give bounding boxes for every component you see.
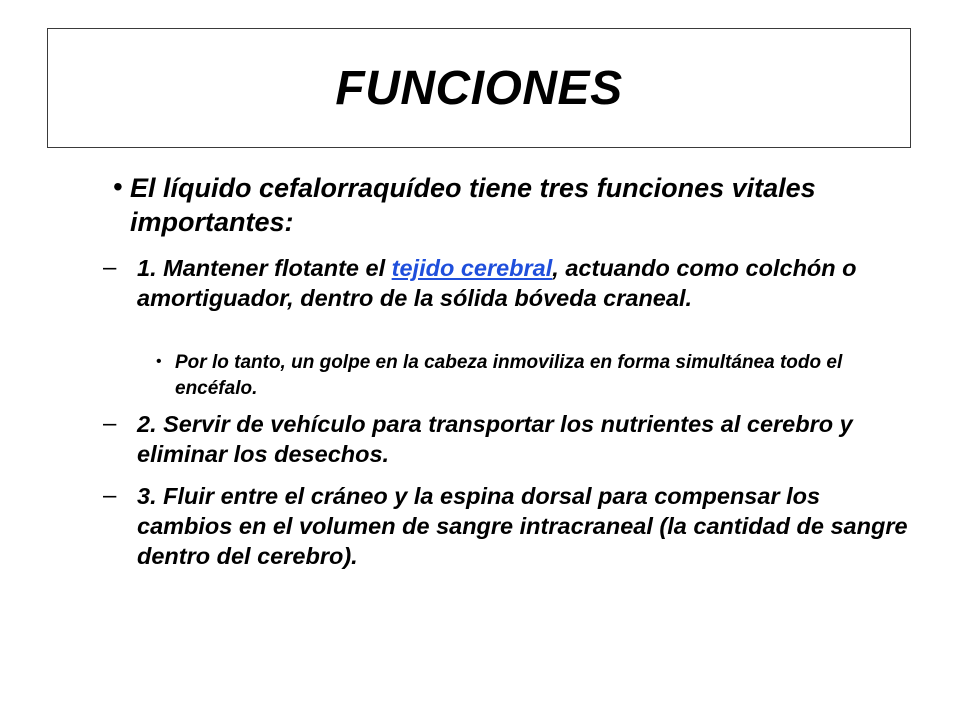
slide-title: FUNCIONES [335, 61, 623, 115]
intro-text: El líquido cefalorraquídeo tiene tres funciones vitales importantes: [130, 173, 816, 237]
tejido-cerebral-link[interactable]: tejido cerebral [391, 255, 553, 281]
dash-icon: – [103, 410, 117, 437]
dash-icon: – [103, 482, 117, 509]
list-item-1-suffix: , actuando como colchón o amortiguador, dentro de la sólida bóveda craneal. [137, 255, 857, 311]
sub-list-item-1: Por lo tanto, un golpe en la cabeza inmoviliza en forma simultánea todo el encéfalo. [175, 352, 843, 399]
bullet-icon: • [113, 171, 123, 202]
list-item-1-prefix: 1. Mantener flotante el [137, 255, 392, 281]
list-item-2: 2. Servir de vehículo para transportar los nutrientes al cerebro y eliminar los desechos. [137, 411, 853, 467]
dash-icon: – [103, 254, 117, 281]
sub-bullet-icon: • [156, 353, 162, 370]
list-item-1 [137, 253, 912, 313]
list-item-3: 3. Fluir entre el cráneo y la espina dorsal para compensar los cambios en el volumen de sangre intracraneal (la cantidad de sangre dentro del cerebro). [137, 483, 908, 569]
